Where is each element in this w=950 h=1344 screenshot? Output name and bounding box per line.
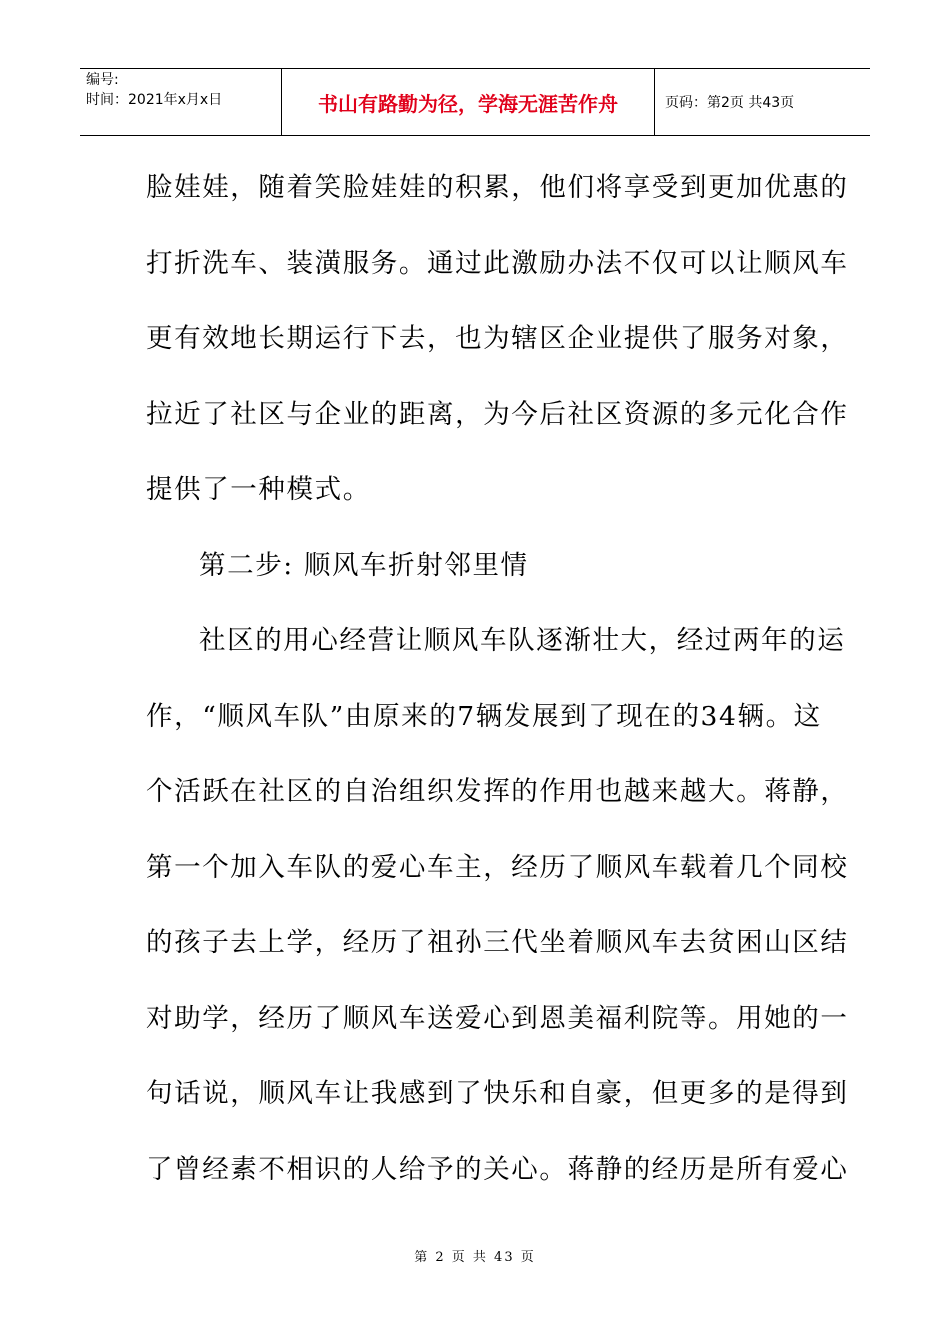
body-text [146,160,849,1217]
document-header [80,68,870,136]
header-meta [80,69,282,135]
body-line: 更有效地长期运行下去，也为辖区企业提供了服务对象， [146,323,849,354]
body-line: 句话说，顺风车让我感到了快乐和自豪，但更多的是得到 [146,1078,849,1109]
section-heading: 第二步: 顺风车折射邻里情 [199,549,529,581]
body-line: 第一个加入车队的爱心车主，经历了顺风车载着几个同校 [146,851,849,883]
body-line: 个活跃在社区的自治组织发挥的作用也越来越大。蒋静， [146,776,849,807]
body-line: 脸娃娃，随着笑脸娃娃的积累，他们将享受到更加优惠的 [146,172,849,203]
page-footer: 第 2 页 共 43 页 [414,1250,536,1265]
body-line: 打折洗车、装潢服务。通过此激励办法不仅可以让顺风车 [146,247,849,279]
header-motto: 书山有路勤为径，学海无涯苦作舟 [282,69,655,135]
body-line: 拉近了社区与企业的距离，为今后社区资源的多元化合作 [146,398,849,430]
body-line: 了曾经素不相识的人给予的关心。蒋静的经历是所有爱心 [146,1153,849,1185]
document-number-label: 编号: [86,72,119,88]
body-line: 对助学，经历了顺风车送爱心到恩美福利院等。用她的一 [146,1002,849,1034]
body-line: 作，“顺风车队”由原来的7辆发展到了现在的34辆。这 [146,700,822,732]
body-line: 提供了一种模式。 [146,474,371,505]
document-time-label: 时间：2021年x月x日 [86,92,223,108]
header-page-info: 页码：第2页 共43页 [665,95,795,111]
body-line: 社区的用心经营让顺风车队逐渐壮大，经过两年的运 [199,625,846,656]
body-line: 的孩子去上学，经历了祖孙三代坐着顺风车去贫困山区结 [146,927,849,958]
